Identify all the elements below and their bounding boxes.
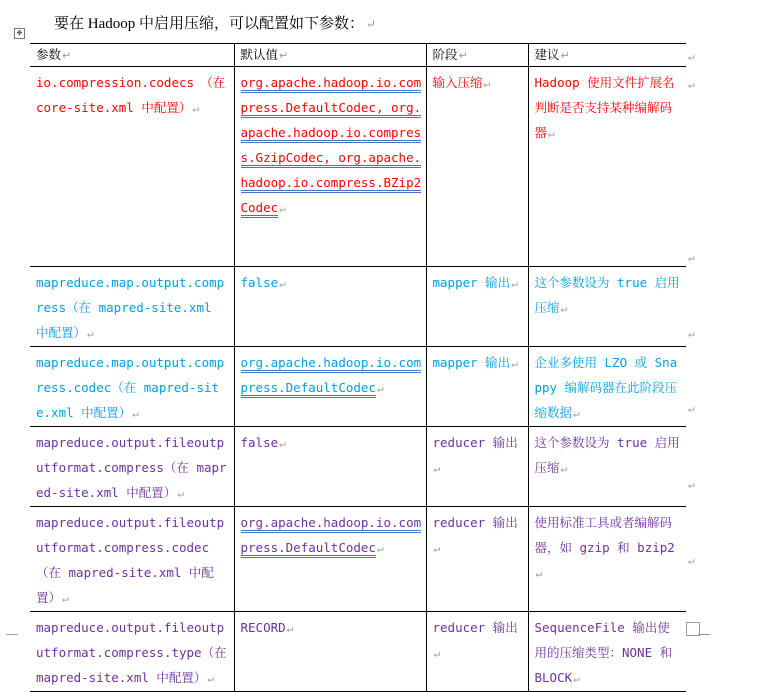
cell-default: org.apache.hadoop.io.compress.DefaultCodec↵ <box>234 507 426 612</box>
row-end-mark-icon: ↵ <box>688 478 695 491</box>
row-end-mark-icon: ↵ <box>688 50 695 63</box>
cell-stage: 输入压缩↵ <box>426 67 528 267</box>
header-advice: 建议↵ <box>528 44 686 67</box>
table-row <box>30 347 686 427</box>
cell-advice: 这个参数设为 true 启用压缩↵ <box>528 427 686 507</box>
cell-advice: 使用标准工具或者编解码器，如 gzip 和 bzip2↵ <box>528 507 686 612</box>
table-header-row <box>30 44 686 67</box>
cell-default: false↵ <box>234 427 426 507</box>
header-default: 默认值↵ <box>234 44 426 67</box>
header-stage: 阶段↵ <box>426 44 528 67</box>
cell-advice: 这个参数设为 true 启用压缩↵ <box>528 267 686 347</box>
table-row <box>30 612 686 692</box>
row-end-mark-icon: ↵ <box>688 327 695 340</box>
cell-advice: SequenceFile 输出使用的压缩类型：NONE 和 BLOCK↵ <box>528 612 686 692</box>
cell-stage: reducer 输出↵ <box>426 507 528 612</box>
table-row <box>30 427 686 507</box>
cell-stage: mapper 输出↵ <box>426 347 528 427</box>
cell-advice: 企业多使用 LZO 或 Snappy 编解码器在此阶段压缩数据↵ <box>528 347 686 427</box>
cell-param: mapreduce.output.fileoutputformat.compress.type（在 mapred-site.xml 中配置）↵ <box>30 612 234 692</box>
cell-default: org.apache.hadoop.io.compress.DefaultCodec↵ <box>234 347 426 427</box>
cell-stage: mapper 输出↵ <box>426 267 528 347</box>
row-end-mark-icon: ↵ <box>688 251 695 264</box>
row-end-mark-icon: ↵ <box>688 554 695 567</box>
cell-param: mapreduce.map.output.compress.codec（在 mapred-site.xml 中配置）↵ <box>30 347 234 427</box>
intro-paragraph <box>54 12 376 33</box>
table-move-handle-icon[interactable]: ✥ <box>14 28 25 39</box>
page-margin-corner-icon <box>698 634 710 643</box>
compression-params-table <box>30 43 686 692</box>
cell-param: mapreduce.output.fileoutputformat.compress（在 mapred-site.xml 中配置）↵ <box>30 427 234 507</box>
row-end-mark-icon: ↵ <box>688 402 695 415</box>
row-end-mark-icon: ↵ <box>688 78 695 91</box>
page-margin-corner-icon <box>6 634 18 643</box>
intro-text: 要在 Hadoop 中启用压缩，可以配置如下参数： <box>54 16 364 32</box>
cell-advice: Hadoop 使用文件扩展名判断是否支持某种编解码器↵ <box>528 67 686 267</box>
cell-default: false↵ <box>234 267 426 347</box>
cell-default: org.apache.hadoop.io.compress.DefaultCodec, org.apache.hadoop.io.compress.GzipCodec, org.apache.hadoop.io.compress.BZip2Codec↵ <box>234 67 426 267</box>
cell-default: RECORD↵ <box>234 612 426 692</box>
table-row <box>30 267 686 347</box>
header-param: 参数↵ <box>30 44 234 67</box>
table-row <box>30 507 686 612</box>
paragraph-mark-icon: ↵ <box>366 17 377 31</box>
cell-param: mapreduce.map.output.compress（在 mapred-site.xml 中配置）↵ <box>30 267 234 347</box>
cell-stage: reducer 输出↵ <box>426 612 528 692</box>
cell-param: io.compression.codecs （在 core-site.xml 中配置）↵ <box>30 67 234 267</box>
cell-param: mapreduce.output.fileoutputformat.compress.codec（在 mapred-site.xml 中配置）↵ <box>30 507 234 612</box>
table-row <box>30 67 686 267</box>
cell-stage: reducer 输出↵ <box>426 427 528 507</box>
